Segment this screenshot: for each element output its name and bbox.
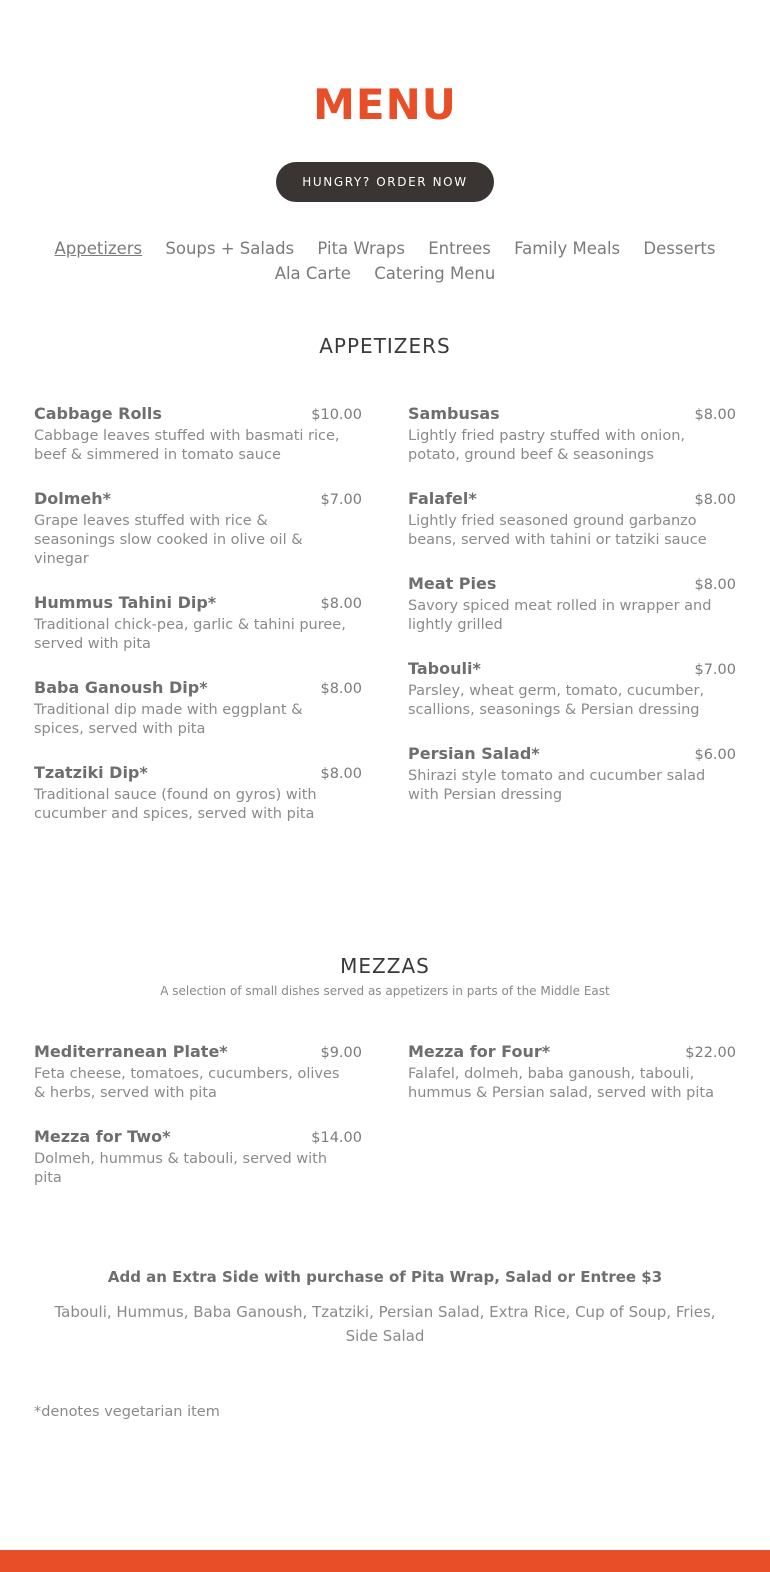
menu-item — [408, 659, 736, 720]
menu-item-price: $8.00 — [694, 577, 736, 593]
menu-item-description: Dolmeh, hummus & tabouli, served with pita — [34, 1151, 328, 1186]
menu-item-price: $8.00 — [320, 766, 362, 782]
menu-item-name: Mezza for Four* — [408, 1042, 551, 1061]
menu-item-header — [34, 678, 362, 697]
mezzas-grid — [0, 1042, 770, 1212]
mezzas-subtitle: A selection of small dishes served as appetizers in parts of the Middle East — [160, 984, 610, 998]
nav-catering-menu[interactable]: Catering Menu — [374, 264, 496, 283]
menu-item — [34, 678, 362, 739]
menu-item — [408, 1042, 736, 1103]
menu-item — [34, 1127, 362, 1188]
menu-item-header — [34, 763, 362, 782]
appetizers-left-column — [34, 404, 362, 848]
menu-item-description: Falafel, dolmeh, baba ganoush, tabouli, hummus & Persian salad, served with pita — [408, 1066, 714, 1101]
menu-item-price: $9.00 — [320, 1045, 362, 1061]
menu-item-description: Traditional chick-pea, garlic & tahini puree, served with pita — [34, 617, 346, 652]
menu-item-name: Persian Salad* — [408, 744, 540, 763]
menu-item — [408, 574, 736, 635]
menu-item-price: $22.00 — [685, 1045, 736, 1061]
menu-item-price: $8.00 — [694, 492, 736, 508]
menu-item-price: $7.00 — [320, 492, 362, 508]
menu-item-price: $7.00 — [694, 662, 736, 678]
nav-desserts[interactable]: Desserts — [643, 239, 716, 258]
menu-item-name: Tabouli* — [408, 659, 481, 678]
menu-item — [34, 763, 362, 824]
menu-item — [408, 404, 736, 465]
nav-appetizers[interactable]: Appetizers — [54, 239, 143, 258]
nav-soups-salads[interactable]: Soups + Salads — [165, 239, 295, 258]
menu-item-header — [408, 659, 736, 678]
mezzas-left-column — [34, 1042, 362, 1212]
menu-item-header — [408, 574, 736, 593]
menu-item-name: Dolmeh* — [34, 489, 112, 508]
menu-item-name: Baba Ganoush Dip* — [34, 678, 208, 697]
menu-item-header — [408, 1042, 736, 1061]
menu-item-description: Lightly fried seasoned ground garbanzo beans, served with tahini or tatziki sauce — [408, 513, 707, 548]
menu-item-header — [408, 744, 736, 763]
menu-item-name: Mezza for Two* — [34, 1127, 171, 1146]
extra-side-list: Tabouli, Hummus, Baba Ganoush, Tzatziki, Persian Salad, Extra Rice, Cup of Soup, Fries, Side Salad — [54, 1303, 716, 1345]
menu-item-description: Feta cheese, tomatoes, cucumbers, olives & herbs, served with pita — [34, 1066, 340, 1101]
menu-item — [34, 489, 362, 569]
appetizers-grid — [0, 404, 770, 848]
menu-item-header — [34, 489, 362, 508]
order-button-wrap — [0, 162, 770, 202]
menu-item-name: Sambusas — [408, 404, 500, 423]
menu-item — [34, 593, 362, 654]
menu-item-name: Cabbage Rolls — [34, 404, 162, 423]
appetizers-heading: APPETIZERS — [319, 334, 451, 358]
menu-item-name: Mediterranean Plate* — [34, 1042, 228, 1061]
menu-item-description: Shirazi style tomato and cucumber salad with Persian dressing — [408, 768, 706, 803]
menu-item-header — [34, 1042, 362, 1061]
menu-item-description: Traditional sauce (found on gyros) with cucumber and spices, served with pita — [34, 787, 317, 822]
nav-pita-wraps[interactable]: Pita Wraps — [317, 239, 405, 258]
menu-item-name: Hummus Tahini Dip* — [34, 593, 217, 612]
menu-item-header — [34, 593, 362, 612]
menu-item-header — [34, 1127, 362, 1146]
order-now-button[interactable]: HUNGRY? ORDER NOW — [276, 162, 493, 202]
menu-item-description: Grape leaves stuffed with rice & seasonings slow cooked in olive oil & vinegar — [34, 513, 303, 567]
appetizers-right-column — [408, 404, 736, 848]
menu-item-price: $8.00 — [320, 596, 362, 612]
menu-item — [408, 744, 736, 805]
footer-bar — [0, 1550, 770, 1572]
extra-side-heading: Add an Extra Side with purchase of Pita Wrap, Salad or Entree $3 — [107, 1268, 663, 1286]
menu-item-description: Lightly fried pastry stuffed with onion, potato, ground beef & seasonings — [408, 428, 686, 463]
menu-item — [34, 404, 362, 465]
menu-item-description: Savory spiced meat rolled in wrapper and lightly grilled — [408, 598, 712, 633]
menu-item-header — [34, 404, 362, 423]
menu-item-description: Cabbage leaves stuffed with basmati rice, beef & simmered in tomato sauce — [34, 428, 340, 463]
menu-item-description: Traditional dip made with eggplant & spices, served with pita — [34, 702, 303, 737]
menu-item — [34, 1042, 362, 1103]
mezzas-heading: MEZZAS — [340, 954, 430, 978]
menu-item-description: Parsley, wheat germ, tomato, cucumber, scallions, seasonings & Persian dressing — [408, 683, 705, 718]
category-nav — [45, 236, 725, 286]
menu-item-name: Meat Pies — [408, 574, 497, 593]
menu-item-price: $6.00 — [694, 747, 736, 763]
nav-family-meals[interactable]: Family Meals — [514, 239, 621, 258]
menu-item-price: $8.00 — [694, 407, 736, 423]
menu-item-header — [408, 489, 736, 508]
menu-item-header — [408, 404, 736, 423]
nav-ala-carte[interactable]: Ala Carte — [274, 264, 351, 283]
menu-item-price: $14.00 — [311, 1130, 362, 1146]
page-title: MENU — [313, 80, 457, 129]
menu-item — [408, 489, 736, 550]
menu-item-name: Tzatziki Dip* — [34, 763, 148, 782]
menu-item-name: Falafel* — [408, 489, 477, 508]
vegetarian-footnote: *denotes vegetarian item — [34, 1404, 220, 1420]
menu-item-price: $10.00 — [311, 407, 362, 423]
mezzas-right-column — [408, 1042, 736, 1212]
nav-entrees[interactable]: Entrees — [428, 239, 491, 258]
menu-item-price: $8.00 — [320, 681, 362, 697]
